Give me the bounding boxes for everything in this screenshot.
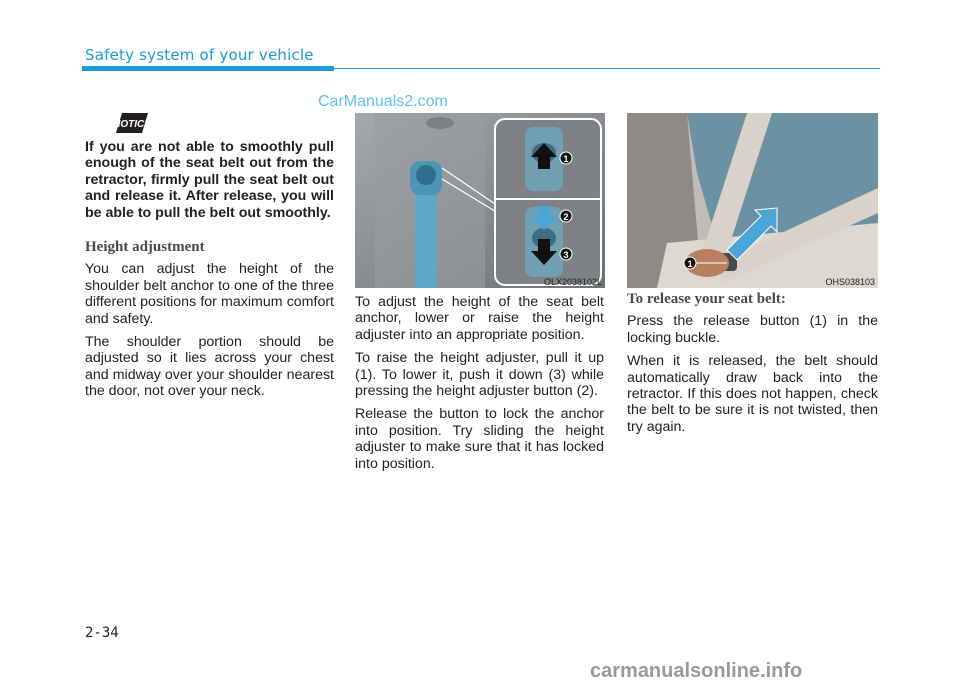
header-rule-thick [82, 66, 334, 71]
height-adjustment-heading: Height adjustment [85, 239, 205, 256]
height-adjuster-drawing [355, 113, 605, 288]
section-header: Safety system of your vehicle [85, 46, 314, 64]
watermark-top: CarManuals2.com [318, 93, 448, 110]
release-heading: To release your seat belt: [627, 291, 786, 307]
adjust-paragraph-2: To raise the height adjuster, pull it up (1). To lower it, push it down (3) while pressing the height adjuster button (2). [355, 350, 604, 400]
release-paragraph-2: When it is released, the belt should automatically draw back into the retractor. If this does not happen, check the belt to be sure it is not twisted, then try again. [627, 353, 878, 435]
notice-badge [113, 113, 151, 133]
height-adjustment-paragraph-1: You can adjust the height of the shoulder belt anchor to one of the three different positions for maximum comfort and safety. [85, 261, 334, 327]
figure-code: OLX2038102L [543, 277, 602, 287]
callout-3: 3 [563, 250, 569, 260]
column-middle [355, 294, 604, 479]
height-adjuster-illustration [355, 113, 605, 288]
adjust-paragraph-1: To adjust the height of the seat belt anchor, lower or raise the height adjuster into an appropriate position. [355, 294, 604, 343]
callout-2: 2 [563, 212, 569, 222]
figure-code: OHS038103 [825, 277, 875, 287]
column-left [85, 139, 334, 407]
header-rule-thin [334, 68, 880, 69]
callout-1: 1 [687, 259, 693, 269]
release-belt-illustration [627, 113, 878, 288]
adjust-paragraph-3: Release the button to lock the anchor into position. Try sliding the height adjuster to make sure that it has locked into position. [355, 406, 604, 472]
notice-text: If you are not able to smoothly pull enough of the seat belt out from the retractor, firmly pull the seat belt out and release it. After release, you will be able to pull the belt out smoothly. [85, 139, 334, 221]
release-paragraph-1: Press the release button (1) in the locking buckle. [627, 313, 878, 346]
height-adjustment-paragraph-2: The shoulder portion should be adjusted so it lies across your chest and midway over your shoulder nearest the door, not over your neck. [85, 334, 334, 400]
watermark-bottom: carmanualsonline.info [590, 660, 803, 682]
release-belt-drawing [627, 113, 878, 288]
notice-label: NOTICE [113, 119, 151, 130]
column-right [627, 291, 878, 442]
page-number: 2-34 [85, 625, 119, 641]
callout-1: 1 [563, 154, 569, 164]
